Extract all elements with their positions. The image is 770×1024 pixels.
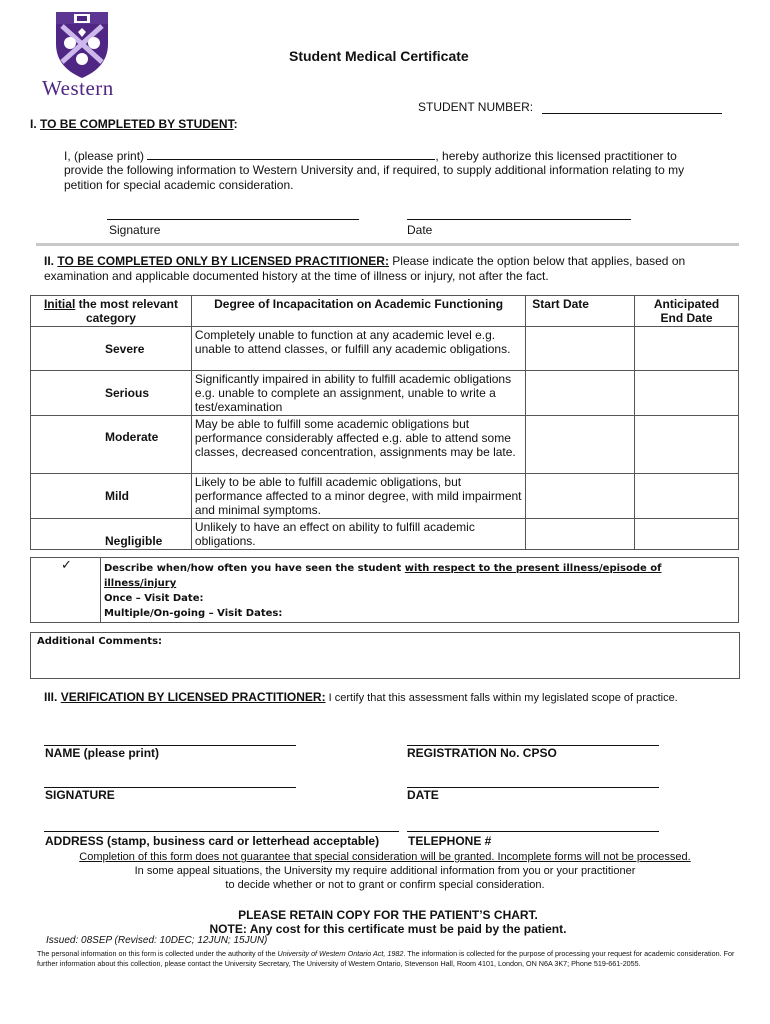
col-header-degree: Degree of Incapacitation on Academic Functioning (191, 296, 525, 327)
student-date-field[interactable] (407, 219, 631, 220)
end-date-cell[interactable] (635, 474, 739, 519)
section2-intro-line2: examination and applicable documented history at the time of illness or injury, not after the fact. (44, 269, 549, 283)
end-line2: End Date (660, 311, 713, 325)
initial-cell-moderate[interactable] (31, 416, 192, 474)
registration-label: REGISTRATION No. CPSO (407, 746, 557, 760)
section1-heading (30, 117, 238, 131)
initial-cell-negligible[interactable] (31, 519, 192, 550)
cost-note: NOTE: Any cost for this certificate must be paid by the patient. (209, 922, 567, 936)
category-label: Mild (105, 489, 129, 503)
authorize-text: , hereby authorize this licensed practitioner to (435, 149, 677, 163)
description-cell: Unlikely to have an effect on ability to fulfill academic obligations. (191, 519, 525, 550)
section1-number: I. (30, 117, 37, 131)
section3-intro-text: I certify that this assessment falls within my legislated scope of practice. (325, 692, 678, 704)
section2-number: II. (44, 254, 55, 268)
table-row (31, 327, 739, 371)
student-date-label: Date (407, 223, 433, 237)
end-line1: Anticipated (653, 297, 720, 311)
student-number-label: STUDENT NUMBER: (418, 100, 534, 114)
start-date-cell[interactable] (526, 327, 635, 371)
retain-copy-note: PLEASE RETAIN COPY FOR THE PATIENT’S CHART. (238, 908, 538, 922)
end-date-cell[interactable] (635, 416, 739, 474)
table-row (31, 371, 739, 416)
table-row (31, 416, 739, 474)
describe-underlined: with respect to the present illness/episode of illness/injury (103, 563, 662, 589)
end-date-cell[interactable] (635, 371, 739, 416)
guarantee-note: Completion of this form does not guarantee that special consideration will be granted. Incomplete forms will not be processed. (79, 851, 691, 863)
address-field[interactable] (44, 831, 399, 832)
visit-table (30, 557, 739, 623)
issued-date: Issued: 08SEP (Revised: 10DEC; 12JUN; 15JUN) (46, 935, 268, 946)
visit-details-cell[interactable] (100, 558, 738, 623)
category-label: Negligible (105, 534, 163, 548)
start-date-cell[interactable] (526, 474, 635, 519)
initial-rest: the most relevant (75, 297, 178, 311)
privacy-act: University of Western Ontario Act, 1982 (277, 949, 404, 958)
visit-row (31, 558, 739, 623)
appeal-note-line1: In some appeal situations, the University my require additional information from you or your practitioner (134, 865, 636, 877)
table-row (31, 519, 739, 550)
section2-intro (44, 254, 744, 268)
initial-line2: category (85, 311, 136, 325)
privacy-notice (37, 949, 737, 969)
authorize-line1 (64, 148, 744, 163)
additional-comments-box[interactable] (30, 632, 740, 679)
student-signature-label: Signature (109, 223, 161, 237)
section1-title: TO BE COMPLETED BY STUDENT (40, 117, 234, 131)
authorize-line3: petition for special academic consideration. (64, 178, 294, 192)
col-header-initial (31, 296, 192, 327)
student-signature-field[interactable] (107, 219, 359, 220)
initial-word: Initial (43, 297, 76, 311)
start-date-cell[interactable] (526, 416, 635, 474)
category-label: Severe (105, 341, 145, 356)
telephone-field[interactable] (407, 831, 659, 832)
logo-wordmark: Western (42, 76, 114, 100)
col-header-end (635, 296, 739, 327)
telephone-label: TELEPHONE # (408, 834, 492, 848)
incapacitation-table (30, 295, 739, 550)
section3-number: III. (44, 690, 58, 704)
appeal-note-line2: to decide whether or not to grant or confirm special consideration. (225, 879, 545, 891)
once-visit-label: Once – Visit Date: (103, 593, 204, 604)
start-date-cell[interactable] (526, 371, 635, 416)
col-header-start: Start Date (526, 296, 635, 327)
initial-cell-mild[interactable] (31, 474, 192, 519)
authorize-line2: provide the following information to Western University and, if required, to supply additional information relating to my (64, 163, 685, 177)
section3-title: VERIFICATION BY LICENSED PRACTITIONER: (60, 690, 326, 704)
end-date-cell[interactable] (635, 327, 739, 371)
initial-cell-serious[interactable] (31, 371, 192, 416)
visit-check-cell[interactable] (31, 558, 101, 623)
describe-line (104, 561, 735, 591)
category-label: Serious (105, 386, 150, 400)
practitioner-date-field[interactable] (407, 787, 659, 788)
section2-intro-text: Please indicate the option below that applies, based on (388, 254, 686, 268)
name-label: NAME (please print) (45, 746, 160, 760)
practitioner-date-label: DATE (407, 788, 439, 802)
initial-cell-severe[interactable] (31, 327, 192, 371)
description-cell: May be able to fulfill some academic obligations but performance considerably affected e.g. able to attend some classes, decreased concentration, assignments may be late. (191, 416, 525, 474)
table-row (31, 474, 739, 519)
multiple-visit-label: Multiple/On-going – Visit Dates: (103, 608, 283, 619)
address-label: ADDRESS (stamp, business card or letterhead acceptable) (45, 834, 380, 848)
section3-intro (44, 690, 678, 705)
describe-text: Describe when/how often you have seen the student (103, 563, 405, 574)
section1-colon: : (233, 117, 238, 131)
print-name-field[interactable] (147, 148, 435, 160)
table-header-row (31, 296, 739, 327)
description-cell: Completely unable to function at any academic level e.g. unable to attend classes, or fulfill any academic obligations. (191, 327, 525, 371)
start-date-cell[interactable] (526, 519, 635, 550)
page-title: Student Medical Certificate (289, 48, 469, 64)
student-number-field[interactable] (542, 113, 722, 114)
western-crest-icon (40, 10, 124, 80)
checkmark-icon: ✓ (61, 558, 72, 573)
description-cell: Significantly impaired in ability to fulfill academic obligations e.g. unable to complete an assignment, unable to write a test/examination (191, 371, 525, 416)
privacy-text-a: The personal information on this form is collected under the authority of the (37, 949, 278, 958)
end-date-cell[interactable] (635, 519, 739, 550)
print-name-label: I, (please print) (64, 149, 145, 163)
category-label: Moderate (105, 430, 159, 444)
description-cell: Likely to be able to fulfill academic obligations, but performance affected to a minor degree, with mild impairment and minimal symptoms. (191, 474, 525, 519)
additional-comments-label: Additional Comments: (37, 636, 163, 647)
section-divider (36, 243, 739, 246)
western-logo (40, 10, 124, 98)
practitioner-signature-label: SIGNATURE (45, 788, 115, 802)
privacy-text-b: . The information is collected for the purpose of processing your request for academic consideration. For further information about this collection, please contact the University Secretary, The University of Western Ontario, Stevenson Hall, Room 4101, London, ON N6A 3K7; Phone 519-661-2055. (37, 949, 735, 968)
section2-title: TO BE COMPLETED ONLY BY LICENSED PRACTITIONER: (57, 254, 389, 268)
